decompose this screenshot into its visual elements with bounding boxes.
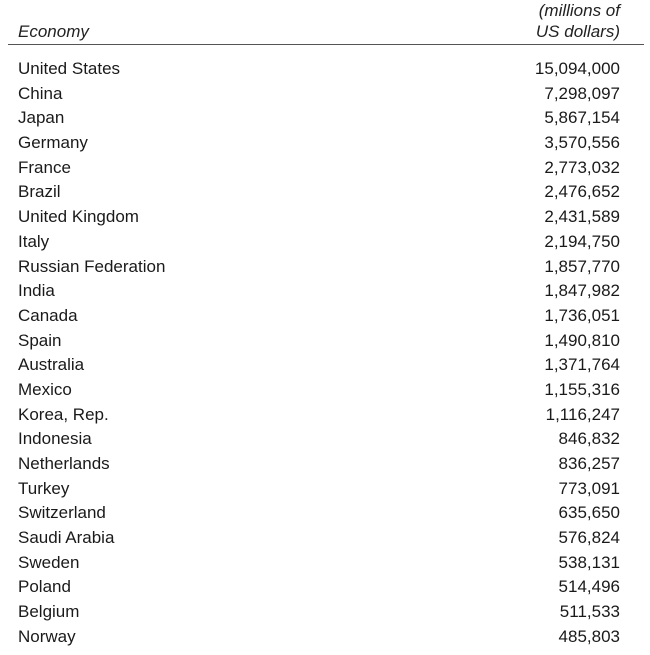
gdp-header-line-1: (millions of bbox=[538, 1, 620, 20]
economy-name: Russian Federation bbox=[18, 256, 166, 276]
gdp-value: 514,496 bbox=[558, 577, 620, 597]
table-row bbox=[0, 304, 650, 329]
economy-name: Poland bbox=[18, 577, 71, 597]
table-row bbox=[0, 575, 650, 600]
gdp-value: 538,131 bbox=[558, 552, 620, 572]
gdp-value: 3,570,556 bbox=[544, 133, 620, 153]
gdp-value: 2,476,652 bbox=[544, 182, 620, 202]
table-row bbox=[0, 329, 650, 354]
gdp-value: 511,533 bbox=[559, 602, 620, 622]
gdp-value: 836,257 bbox=[558, 454, 620, 473]
table-row bbox=[0, 353, 650, 378]
gdp-value: 5,867,154 bbox=[544, 108, 620, 128]
table-row bbox=[0, 57, 650, 82]
table-row bbox=[0, 131, 650, 156]
table-row bbox=[0, 477, 650, 502]
gdp-value: 2,194,750 bbox=[544, 231, 620, 251]
table-row bbox=[0, 82, 650, 107]
economy-name: Australia bbox=[18, 355, 85, 375]
table-row bbox=[0, 279, 650, 304]
gdp-value: 773,091 bbox=[558, 478, 620, 498]
table-row bbox=[0, 427, 650, 452]
gdp-column-header bbox=[536, 0, 620, 42]
economy-name: Spain bbox=[18, 330, 62, 350]
gdp-value: 2,773,032 bbox=[544, 157, 620, 177]
table-header bbox=[0, 0, 650, 46]
economy-name: Norway bbox=[18, 626, 76, 646]
economy-name: Belgium bbox=[18, 602, 80, 622]
economy-name: Brazil bbox=[18, 182, 61, 202]
economy-name: Italy bbox=[18, 231, 50, 251]
economy-name: France bbox=[18, 157, 71, 177]
economy-name: Netherlands bbox=[18, 454, 110, 473]
table-row bbox=[0, 205, 650, 230]
table-row bbox=[0, 452, 650, 477]
table-row bbox=[0, 501, 650, 526]
economy-name: Mexico bbox=[18, 379, 72, 399]
economy-column-header: Economy bbox=[18, 22, 89, 41]
table-body bbox=[0, 57, 650, 650]
gdp-value: 1,371,764 bbox=[544, 355, 620, 375]
table-row bbox=[0, 403, 650, 428]
gdp-value: 1,116,247 bbox=[545, 404, 620, 424]
gdp-value: 1,736,051 bbox=[544, 305, 620, 325]
economy-name: India bbox=[18, 281, 55, 301]
gdp-value: 1,155,316 bbox=[544, 379, 620, 399]
economy-name: Korea, Rep. bbox=[18, 404, 109, 424]
header-divider bbox=[8, 44, 644, 45]
table-row bbox=[0, 180, 650, 205]
economy-name: Saudi Arabia bbox=[18, 528, 115, 548]
table-row bbox=[0, 526, 650, 551]
economy-name: Indonesia bbox=[18, 429, 92, 449]
gdp-value: 576,824 bbox=[558, 528, 620, 548]
table-row bbox=[0, 551, 650, 576]
economy-name: Canada bbox=[18, 305, 78, 325]
gdp-header-line-2: US dollars) bbox=[535, 22, 620, 41]
gdp-value: 846,832 bbox=[558, 429, 620, 449]
economy-name: Japan bbox=[18, 108, 65, 128]
gdp-value: 15,094,000 bbox=[534, 59, 620, 78]
gdp-value: 1,847,982 bbox=[544, 281, 620, 301]
table-row bbox=[0, 106, 650, 131]
gdp-value: 635,650 bbox=[558, 503, 620, 523]
gdp-value: 1,857,770 bbox=[544, 256, 620, 276]
economy-name: United States bbox=[18, 59, 121, 78]
economy-name: Turkey bbox=[18, 478, 70, 498]
gdp-value: 485,803 bbox=[558, 626, 620, 646]
economy-name: Switzerland bbox=[18, 503, 106, 523]
table-row bbox=[0, 600, 650, 625]
table-row bbox=[0, 625, 650, 650]
gdp-value: 1,490,810 bbox=[544, 330, 620, 350]
table-row bbox=[0, 255, 650, 280]
table-row bbox=[0, 156, 650, 181]
economy-name: China bbox=[18, 83, 63, 103]
economy-name: United Kingdom bbox=[18, 207, 139, 227]
table-row bbox=[0, 378, 650, 403]
gdp-value: 7,298,097 bbox=[544, 83, 620, 103]
gdp-value: 2,431,589 bbox=[544, 207, 620, 227]
economy-name: Sweden bbox=[18, 552, 80, 572]
economy-name: Germany bbox=[18, 133, 88, 153]
table-row bbox=[0, 230, 650, 255]
